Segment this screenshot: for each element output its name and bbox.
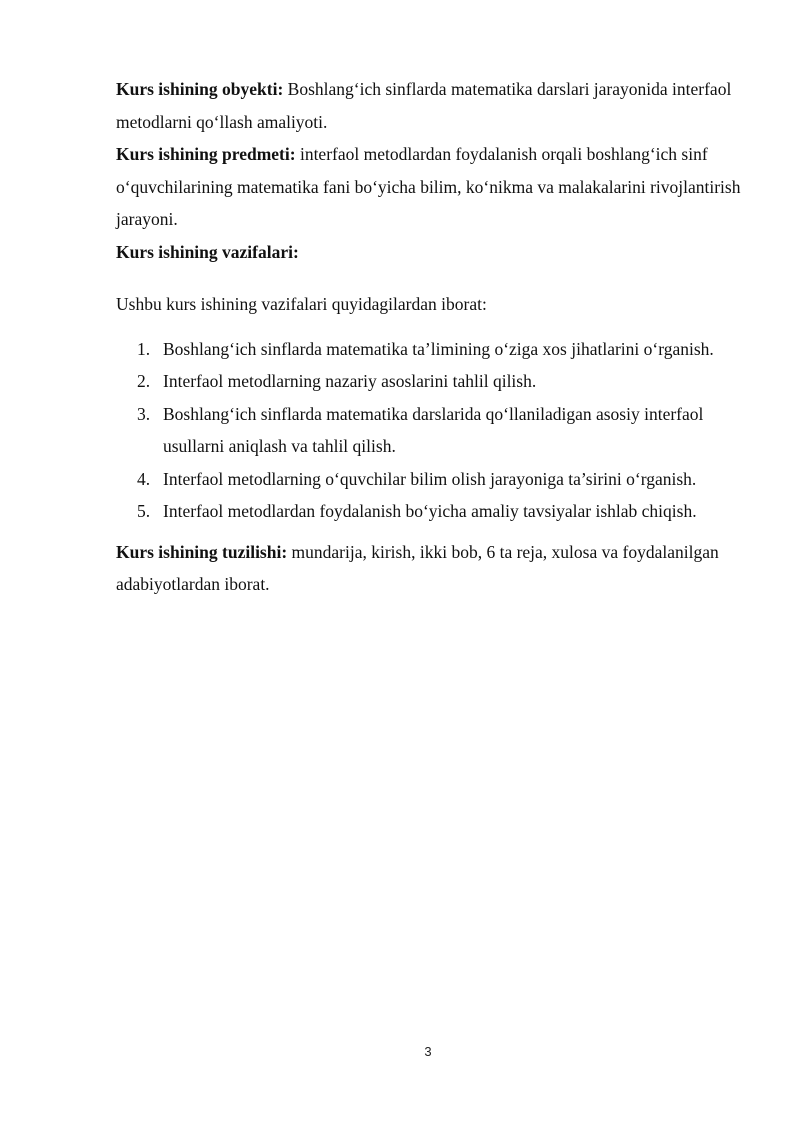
list-item-number: 1. — [137, 338, 151, 359]
course-subject-paragraph — [116, 138, 756, 236]
list-item — [137, 365, 756, 398]
course-object-label: Kurs ishining obyekti: — [116, 79, 284, 99]
course-subject-label: Kurs ishining predmeti: — [116, 144, 296, 164]
course-object-text: Boshlang‘ich sinflarda matematika darslari jarayonida interfaol metodlarni qo‘llash amaliyoti. — [116, 79, 732, 132]
list-item-text: Interfaol metodlardan foydalanish bo‘yicha amaliy tavsiyalar ishlab chiqish. — [163, 501, 697, 521]
list-item-number: 5. — [137, 501, 151, 521]
course-tasks-heading: Kurs ishining vazifalari: — [116, 241, 299, 262]
page-number: 3 — [424, 1044, 432, 1059]
list-item-number: 3. — [137, 403, 151, 424]
list-item — [137, 463, 756, 496]
list-item-text: Boshlang‘ich sinflarda matematika darslarida qo‘llaniladigan asosiy interfaol usullarni aniqlash va tahlil qilish. — [163, 403, 704, 456]
list-item-number: 4. — [137, 468, 151, 489]
course-structure-paragraph — [116, 536, 756, 601]
course-structure-text: mundarija, kirish, ikki bob, 6 ta reja, xulosa va foydalanilgan adabiyotlardan iborat. — [116, 541, 719, 594]
course-object-paragraph — [116, 73, 756, 138]
list-item-text: Boshlang‘ich sinflarda matematika ta’limining o‘ziga xos jihatlarini o‘rganish. — [163, 338, 714, 359]
list-item-text: Interfaol metodlarning nazariy asoslarini tahlil qilish. — [163, 371, 537, 391]
course-subject-text: interfaol metodlardan foydalanish orqali boshlang‘ich sinf o‘quvchilarining matematika fani bo‘yicha bilim, ko‘nikma va malakalarini rivojlantirish jarayoni. — [116, 144, 741, 229]
course-tasks-intro: Ushbu kurs ishining vazifalari quyidagilardan iborat: — [116, 294, 487, 314]
document-page — [116, 73, 756, 601]
list-item — [137, 495, 756, 528]
list-item-number: 2. — [137, 371, 151, 391]
list-item — [137, 398, 756, 463]
course-tasks-list — [116, 333, 756, 528]
course-structure-label: Kurs ishining tuzilishi: — [116, 541, 288, 562]
list-item — [137, 333, 756, 366]
list-item-text: Interfaol metodlarning o‘quvchilar bilim olish jarayoniga ta’sirini o‘rganish. — [163, 468, 697, 489]
